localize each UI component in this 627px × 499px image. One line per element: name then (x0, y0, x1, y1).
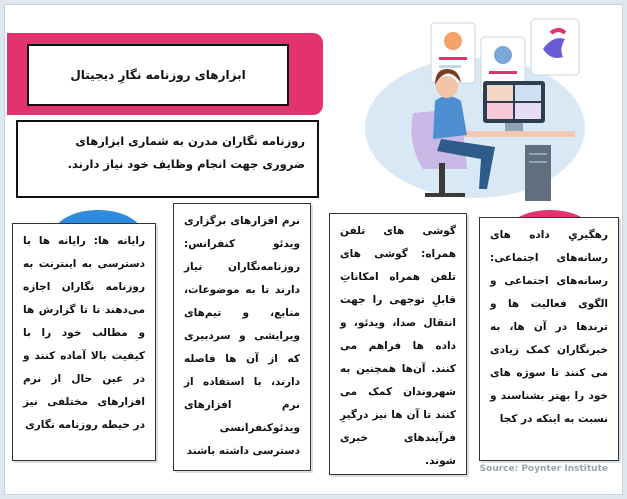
card-mobile-phones-text: گوشی های تلفن همراه: گوشی های تلفن همراه امکاناتِ قابلِ توجهی را جهت انتقال صدا، ویدئو، و داده ها فراهم می کنند. آن‌ها همچنین به شهروندان کمک می کنند تا آن ها نیز درگیرِ فرآیندهای خبری شوند. (340, 225, 456, 467)
card-social-media-tracking (479, 217, 619, 461)
card-video-conference-text: نرم افزارهای برگزاری ویدئو کنفرانس: روزنامه‌نگاران نیاز دارند تا به موضوعات، منابع، و تیم‌های ویرایشی و سردبیری که از آن ها فاصله دارند، با استفاده از نرم افزارهای ویدئوکنفرانسی دسترسی داشته باشند (184, 215, 300, 457)
page-title: ابزارهای روزنامه نگارِ دیجیتال (27, 44, 289, 106)
card-computers-text: رایانه ها: رایانه ها با دسترسی به اینترنت به روزنامه نگاران اجازه می‌دهند تا تا گزارش ها و مطالب خود را با کیفیت بالا آماده کنند و در عین حال از نرم افزارهای مختلفی نیز در حیطه روزنامه نگاری (23, 235, 145, 431)
source-credit: Source: Poynter Institute (479, 464, 608, 474)
card-social-media-tracking-text: رهگیریِ داده های رسانه‌های اجتماعی: رسانه‌های اجتماعی و الگوی فعالیت ها و ترندها در آن ها، به خبرنگاران کمک زیادی می کنند تا سوژه های خود را بهتر بشناسند و نسبت به اینکه در کجا (490, 229, 608, 425)
card-video-conference (173, 203, 311, 471)
card-computers (12, 223, 156, 461)
illustration-journalist-desk (355, 13, 617, 203)
card-mobile-phones (329, 213, 467, 475)
intro-text: روزنامه نگاران مدرن به شماری ابزارهای ضروری جهت انجام وظایف خود نیاز دارند. (16, 120, 319, 198)
infographic (4, 4, 623, 495)
